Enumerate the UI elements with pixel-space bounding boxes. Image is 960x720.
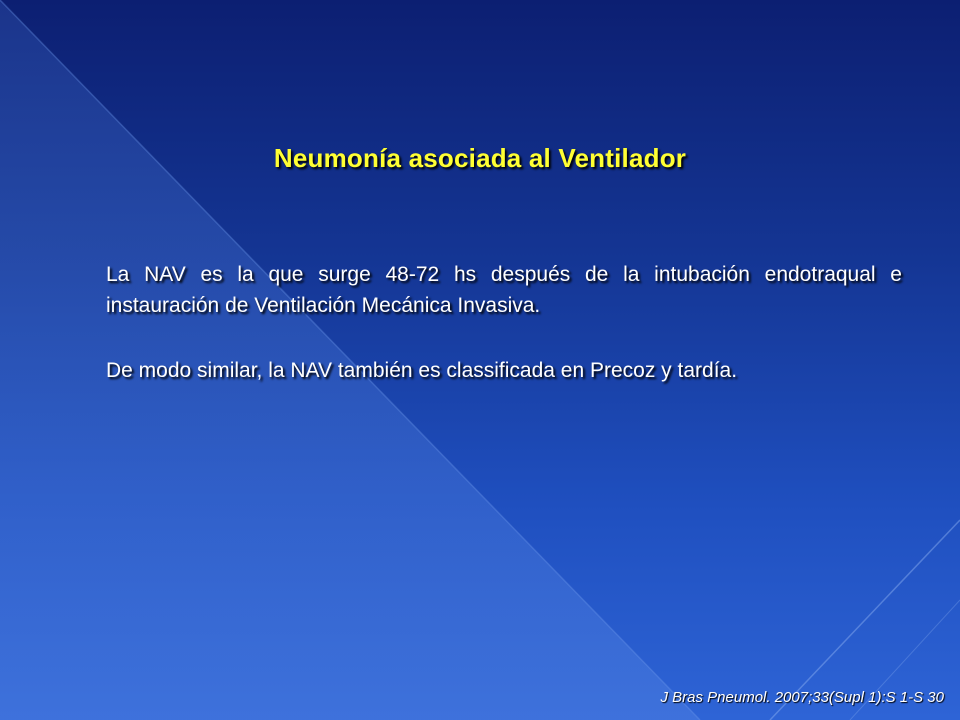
paragraph-definition: La NAV es la que surge 48-72 hs después de la intubación endotraqual e instauración de Ventilación Mecánica Invasiva. <box>106 263 902 317</box>
slide-title: Neumonía asociada al Ventilador <box>273 143 687 173</box>
citation: J Bras Pneumol. 2007;33(Supl 1):S 1-S 30 <box>660 689 944 706</box>
paragraph-classification: De modo similar, la NAV también es classificada en Precoz y tardía. <box>106 359 738 382</box>
